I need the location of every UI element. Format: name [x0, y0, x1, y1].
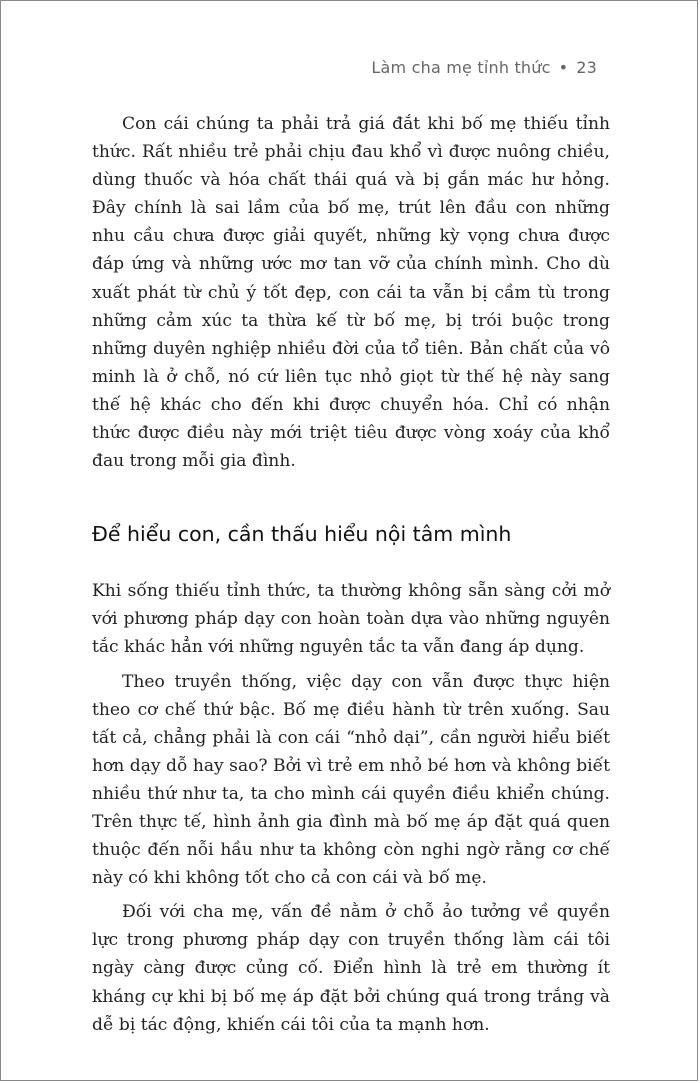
running-title: Làm cha mẹ tỉnh thức — [371, 58, 551, 77]
running-header — [371, 58, 597, 77]
section-heading: Để hiểu con, cần thấu hiểu nội tâm mình — [92, 522, 512, 547]
body-paragraph-4: Đối với cha mẹ, vấn đề nằm ở chỗ ảo tưởng về quyền lực trong phương pháp dạy con truyền thống làm cái tôi ngày càng được củng cố. Điển hình là trẻ em thường ít kháng cự khi bị bố mẹ áp đặt bởi chúng quá trong trắng và dễ bị tác động, khiến cái tôi của ta mạnh hơn. — [92, 902, 610, 1035]
body-paragraph-3: Theo truyền thống, việc dạy con vẫn được thực hiện theo cơ chế thứ bậc. Bố mẹ điều hành từ trên xuống. Sau tất cả, chẳng phải là con cái “nhỏ dại”, cần người hiểu biết hơn dạy dỗ hay sao? Bởi vì trẻ em nhỏ bé hơn và không biết nhiều thứ như ta, ta cho mình cái quyền điều khiển chúng. Trên thực tế, hình ảnh gia đình mà bố mẹ áp đặt quá quen thuộc đến nỗi hầu như ta không còn nghi ngờ rằng cơ chế này có khi không tốt cho cả con cái và bố mẹ. — [92, 671, 610, 889]
body-paragraph-1: Con cái chúng ta phải trả giá đắt khi bố mẹ thiếu tỉnh thức. Rất nhiều trẻ phải chịu đau khổ vì được nuông chiều, dùng thuốc và hóa chất thái quá và bị gắn mác hư hỏng. Đây chính là sai lầm của bố mẹ, trút lên đầu con những nhu cầu chưa được giải quyết, những kỳ vọng chưa được đáp ứng và những ước mơ tan vỡ của chính mình. Cho dù xuất phát từ chủ ý tốt đẹp, con cái ta vẫn bị cầm tù trong những cảm xúc ta thừa kế từ bố mẹ, bị trói buộc trong những duyên nghiệp nhiều đời của tổ tiên. Bản chất của vô minh là ở chỗ, nó cứ liên tục nhỏ giọt từ thế hệ này sang thế hệ khác cho đến khi được chuyển hóa. Chỉ có nhận thức được điều này mới triệt tiêu được vòng xoáy của khổ đau trong mỗi gia đình. — [92, 114, 610, 472]
body-paragraph-2: Khi sống thiếu tỉnh thức, ta thường không sẵn sàng cởi mở với phương pháp dạy con hoàn toàn dựa vào những nguyên tắc khác hẳn với những nguyên tắc ta vẫn đang áp dụng. — [92, 581, 610, 658]
page-body — [92, 110, 610, 1039]
header-separator: • — [558, 58, 569, 77]
page-number: 23 — [576, 58, 597, 77]
